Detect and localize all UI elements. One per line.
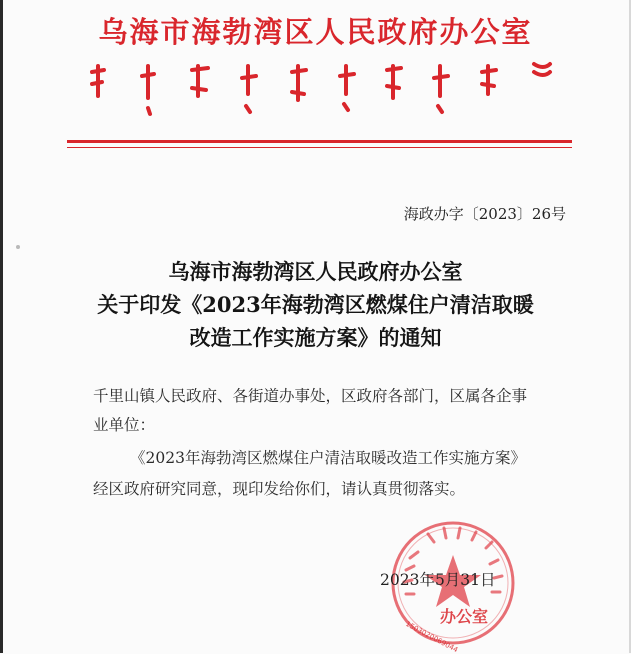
header-rule-thick <box>67 140 572 143</box>
agency-header-title: 乌海市海勃湾区人民政府办公室 <box>98 15 533 49</box>
seal-org-text: 办公室 <box>440 607 489 626</box>
addressee-line-2: 业单位： <box>93 416 156 434</box>
document-title-line-1: 乌海市海勃湾区人民政府办公室 <box>168 259 463 284</box>
body-line-2: 经区政府研究同意，现印发给你们，请认真贯彻落实。 <box>93 480 466 498</box>
header-rule-thin <box>67 147 572 148</box>
addressee-line-1: 千里山镇人民政府、各街道办事处，区政府各部门，区属各企事 <box>93 387 528 405</box>
document-date: 2023年5月31日 <box>380 571 496 589</box>
mongolian-script-header <box>88 58 558 128</box>
body-line-1: 《2023年海勃湾区燃煤住户清洁取暖改造工作实施方案》 <box>130 449 526 467</box>
document-number: 海政办字〔2023〕26号 <box>403 205 566 223</box>
seal-code: 1503020069044 <box>404 620 460 654</box>
scan-mark <box>16 245 20 249</box>
document-title-line-3: 改造工作实施方案》的通知 <box>189 325 442 350</box>
document-title-line-2: 关于印发《2023年海勃湾区燃煤住户清洁取暖 <box>97 292 534 317</box>
